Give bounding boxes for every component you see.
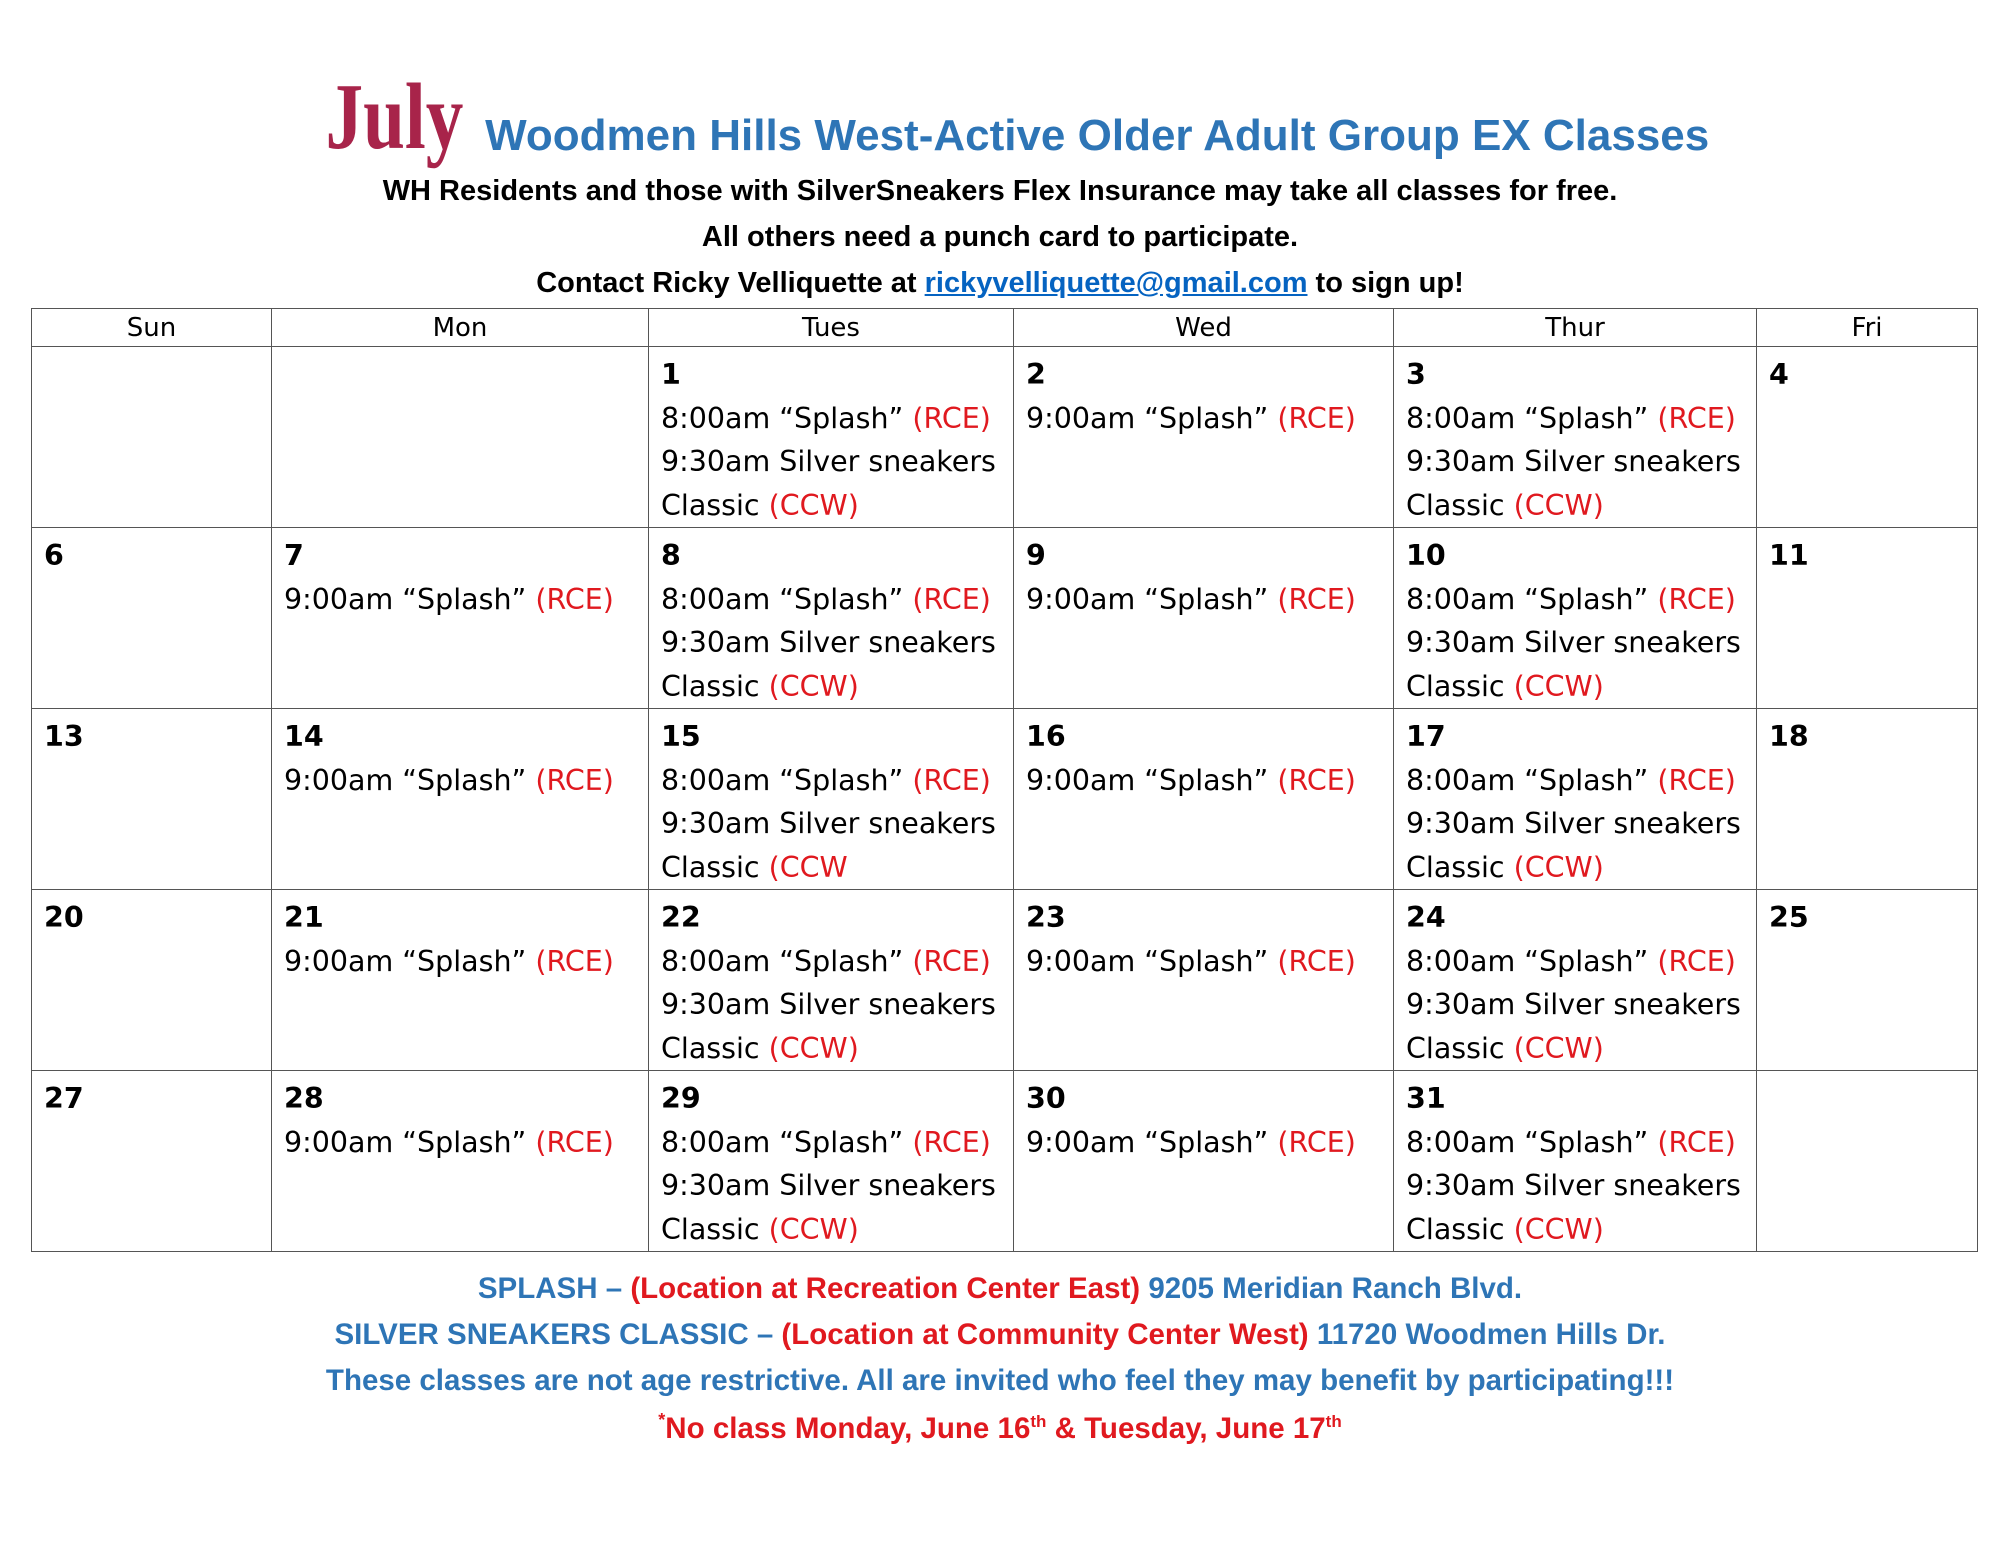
asterisk-mark: * bbox=[658, 1410, 666, 1430]
class-location-code: (RCE) bbox=[535, 763, 614, 797]
week-row bbox=[32, 1071, 1978, 1252]
class-location-code: (RCE) bbox=[912, 401, 991, 435]
silver-sneakers-address: 11720 Woodmen Hills Dr. bbox=[1308, 1318, 1666, 1351]
week-row bbox=[32, 890, 1978, 1071]
class-time-name: 9:30am Silver sneakers Classic bbox=[661, 807, 996, 884]
class-time-name: 9:30am Silver sneakers Classic bbox=[661, 988, 996, 1065]
calendar-cell bbox=[32, 709, 272, 890]
class-time-name: 8:00am “Splash” bbox=[1406, 401, 1658, 435]
class-location-code: (RCE) bbox=[912, 763, 991, 797]
day-number: 3 bbox=[1406, 358, 1426, 391]
splash-address: 9205 Meridian Ranch Blvd. bbox=[1140, 1272, 1523, 1305]
class-entry bbox=[1406, 397, 1744, 441]
day-number: 25 bbox=[1769, 901, 1809, 934]
calendar-cell bbox=[272, 709, 649, 890]
class-time-name: 9:30am Silver sneakers Classic bbox=[1406, 988, 1741, 1065]
class-time-name: 9:00am “Splash” bbox=[284, 944, 536, 978]
no-class-text-b: & Tuesday, June 17 bbox=[1046, 1412, 1326, 1445]
ordinal-suffix: th bbox=[1325, 1412, 1342, 1432]
class-time-name: 8:00am “Splash” bbox=[661, 763, 913, 797]
day-header-sun: Sun bbox=[32, 309, 272, 347]
day-number: 9 bbox=[1026, 539, 1046, 572]
day-number: 18 bbox=[1769, 720, 1809, 753]
day-header-wed: Wed bbox=[1014, 309, 1394, 347]
class-entry bbox=[661, 578, 1001, 622]
class-entry bbox=[1026, 397, 1381, 441]
calendar-cell bbox=[272, 890, 649, 1071]
class-entry bbox=[284, 940, 636, 984]
calendar-cell bbox=[272, 347, 649, 528]
calendar-cell bbox=[272, 1071, 649, 1252]
class-entry bbox=[1026, 578, 1381, 622]
calendar-cell bbox=[32, 890, 272, 1071]
class-location-code: (CCW) bbox=[1513, 669, 1604, 703]
class-entry bbox=[1406, 802, 1744, 889]
calendar-cell bbox=[32, 1071, 272, 1252]
day-number: 21 bbox=[284, 901, 324, 934]
eligibility-line: WH Residents and those with SilverSneakers Flex Insurance may take all classes for free. bbox=[382, 175, 1618, 207]
silver-sneakers-label: SILVER SNEAKERS CLASSIC – bbox=[334, 1318, 782, 1351]
contact-prefix: Contact Ricky Velliquette at bbox=[536, 267, 925, 299]
class-time-name: 8:00am “Splash” bbox=[1406, 582, 1658, 616]
day-number: 27 bbox=[44, 1082, 84, 1115]
calendar-cell bbox=[1394, 709, 1757, 890]
class-entry bbox=[661, 397, 1001, 441]
class-location-code: (RCE) bbox=[535, 1125, 614, 1159]
class-location-code: (RCE) bbox=[912, 944, 991, 978]
day-number: 16 bbox=[1026, 720, 1066, 753]
class-location-code: (RCE) bbox=[1657, 582, 1736, 616]
class-entry bbox=[661, 1164, 1001, 1251]
class-entry bbox=[1026, 1121, 1381, 1165]
class-time-name: 9:00am “Splash” bbox=[1026, 763, 1278, 797]
class-entry bbox=[284, 759, 636, 803]
class-location-code: (RCE) bbox=[1657, 1125, 1736, 1159]
class-time-name: 9:30am Silver sneakers Classic bbox=[1406, 626, 1741, 703]
class-entry bbox=[1406, 621, 1744, 708]
age-note: These classes are not age restrictive. All are invited who feel they may benefit by participating!!! bbox=[325, 1364, 1675, 1397]
class-entry bbox=[1406, 940, 1744, 984]
class-time-name: 8:00am “Splash” bbox=[1406, 1125, 1658, 1159]
no-class-note bbox=[0, 1410, 2000, 1446]
class-entry bbox=[661, 940, 1001, 984]
class-time-name: 9:00am “Splash” bbox=[284, 582, 536, 616]
class-entry bbox=[1406, 983, 1744, 1070]
class-time-name: 9:30am Silver sneakers Classic bbox=[1406, 1169, 1741, 1246]
class-entry bbox=[1406, 440, 1744, 527]
calendar-cell bbox=[1014, 709, 1394, 890]
class-entry bbox=[661, 983, 1001, 1070]
class-time-name: 8:00am “Splash” bbox=[661, 944, 913, 978]
class-location-code: (RCE) bbox=[1277, 1125, 1356, 1159]
calendar-cell bbox=[1014, 528, 1394, 709]
class-time-name: 9:30am Silver sneakers Classic bbox=[1406, 445, 1741, 522]
day-number: 23 bbox=[1026, 901, 1066, 934]
calendar-cell bbox=[1757, 528, 1978, 709]
class-time-name: 8:00am “Splash” bbox=[661, 582, 913, 616]
day-header-fri: Fri bbox=[1757, 309, 1978, 347]
day-number: 30 bbox=[1026, 1082, 1066, 1115]
calendar-cell bbox=[1014, 1071, 1394, 1252]
class-location-code: (RCE) bbox=[1277, 401, 1356, 435]
class-entry bbox=[1406, 1164, 1744, 1251]
day-number: 28 bbox=[284, 1082, 324, 1115]
class-location-code: (CCW) bbox=[768, 669, 859, 703]
class-time-name: 9:30am Silver sneakers Classic bbox=[661, 626, 996, 703]
class-time-name: 9:00am “Splash” bbox=[1026, 1125, 1278, 1159]
class-time-name: 9:00am “Splash” bbox=[1026, 401, 1278, 435]
class-location-code: (RCE) bbox=[912, 1125, 991, 1159]
calendar-cell bbox=[649, 709, 1014, 890]
header-title-line bbox=[0, 65, 2000, 169]
class-time-name: 8:00am “Splash” bbox=[1406, 763, 1658, 797]
calendar-cell bbox=[1394, 347, 1757, 528]
day-header-mon: Mon bbox=[272, 309, 649, 347]
email-link[interactable]: rickyvelliquette@gmail.com bbox=[924, 267, 1308, 299]
class-location-code: (CCW) bbox=[768, 488, 859, 522]
calendar-cell bbox=[1394, 528, 1757, 709]
class-entry bbox=[1026, 759, 1381, 803]
calendar-cell bbox=[649, 1071, 1014, 1252]
ordinal-suffix: th bbox=[1030, 1412, 1047, 1432]
class-location-code: (RCE) bbox=[1277, 763, 1356, 797]
class-time-name: 8:00am “Splash” bbox=[661, 401, 913, 435]
silver-sneakers-location: (Location at Community Center West) bbox=[781, 1318, 1309, 1351]
class-time-name: 9:00am “Splash” bbox=[284, 1125, 536, 1159]
day-number: 4 bbox=[1769, 358, 1789, 391]
class-entry bbox=[284, 1121, 636, 1165]
month-heading: July bbox=[325, 65, 464, 169]
class-location-code: (RCE) bbox=[1657, 944, 1736, 978]
class-time-name: 9:00am “Splash” bbox=[1026, 944, 1278, 978]
day-number: 31 bbox=[1406, 1082, 1446, 1115]
day-number: 10 bbox=[1406, 539, 1446, 572]
class-entry bbox=[661, 1121, 1001, 1165]
calendar-cell bbox=[1757, 709, 1978, 890]
class-location-code: (RCE) bbox=[1277, 582, 1356, 616]
calendar-cell bbox=[1394, 890, 1757, 1071]
class-location-code: (RCE) bbox=[912, 582, 991, 616]
contact-line bbox=[0, 267, 2000, 300]
calendar-cell bbox=[649, 890, 1014, 1071]
class-location-code: (RCE) bbox=[535, 944, 614, 978]
silver-sneakers-location-line bbox=[0, 1318, 2000, 1352]
no-class-text-a: No class Monday, June 16 bbox=[665, 1412, 1031, 1445]
class-location-code: (CCW) bbox=[768, 1031, 859, 1065]
day-number: 14 bbox=[284, 720, 324, 753]
day-number: 6 bbox=[44, 539, 64, 572]
class-location-code: (CCW) bbox=[1513, 488, 1604, 522]
class-entry bbox=[1026, 940, 1381, 984]
day-number: 8 bbox=[661, 539, 681, 572]
class-time-name: 8:00am “Splash” bbox=[1406, 944, 1658, 978]
contact-suffix: to sign up! bbox=[1307, 267, 1464, 299]
class-entry bbox=[284, 578, 636, 622]
splash-label: SPLASH – bbox=[477, 1272, 631, 1305]
calendar-header-row bbox=[32, 309, 1978, 347]
splash-location: (Location at Recreation Center East) bbox=[630, 1272, 1141, 1305]
calendar-cell bbox=[1014, 890, 1394, 1071]
day-number: 20 bbox=[44, 901, 84, 934]
class-location-code: (CCW) bbox=[1513, 1212, 1604, 1246]
class-time-name: 9:30am Silver sneakers Classic bbox=[1406, 807, 1741, 884]
page-title: Woodmen Hills West-Active Older Adult Group EX Classes bbox=[485, 111, 1710, 160]
class-entry bbox=[661, 802, 1001, 889]
day-number: 17 bbox=[1406, 720, 1446, 753]
day-number: 24 bbox=[1406, 901, 1446, 934]
day-number: 13 bbox=[44, 720, 84, 753]
calendar-cell bbox=[1757, 347, 1978, 528]
class-location-code: (RCE) bbox=[1277, 944, 1356, 978]
class-entry bbox=[661, 759, 1001, 803]
calendar-table bbox=[31, 308, 1978, 1252]
day-number: 2 bbox=[1026, 358, 1046, 391]
day-number: 29 bbox=[661, 1082, 701, 1115]
class-location-code: (CCW) bbox=[768, 1212, 859, 1246]
class-location-code: (CCW) bbox=[1513, 1031, 1604, 1065]
day-number: 1 bbox=[661, 358, 681, 391]
splash-location-line bbox=[0, 1272, 2000, 1306]
class-location-code: (CCW bbox=[768, 850, 848, 884]
calendar-cell bbox=[1014, 347, 1394, 528]
week-row bbox=[32, 528, 1978, 709]
class-time-name: 9:00am “Splash” bbox=[284, 763, 536, 797]
class-location-code: (RCE) bbox=[1657, 763, 1736, 797]
class-time-name: 8:00am “Splash” bbox=[661, 1125, 913, 1159]
day-number: 15 bbox=[661, 720, 701, 753]
class-entry bbox=[1406, 1121, 1744, 1165]
class-location-code: (RCE) bbox=[1657, 401, 1736, 435]
calendar-cell bbox=[1394, 1071, 1757, 1252]
class-time-name: 9:00am “Splash” bbox=[1026, 582, 1278, 616]
calendar-cell bbox=[32, 347, 272, 528]
week-row bbox=[32, 347, 1978, 528]
class-entry bbox=[1406, 578, 1744, 622]
calendar-cell bbox=[272, 528, 649, 709]
day-number: 11 bbox=[1769, 539, 1809, 572]
day-number: 7 bbox=[284, 539, 304, 572]
week-row bbox=[32, 709, 1978, 890]
day-number: 22 bbox=[661, 901, 701, 934]
class-time-name: 9:30am Silver sneakers Classic bbox=[661, 445, 996, 522]
class-location-code: (CCW) bbox=[1513, 850, 1604, 884]
class-location-code: (RCE) bbox=[535, 582, 614, 616]
calendar-cell bbox=[649, 528, 1014, 709]
day-header-tues: Tues bbox=[649, 309, 1014, 347]
day-header-thur: Thur bbox=[1394, 309, 1757, 347]
punch-card-line: All others need a punch card to participate. bbox=[701, 221, 1299, 253]
class-entry bbox=[661, 621, 1001, 708]
calendar-cell bbox=[649, 347, 1014, 528]
class-time-name: 9:30am Silver sneakers Classic bbox=[661, 1169, 996, 1246]
class-entry bbox=[1406, 759, 1744, 803]
class-entry bbox=[661, 440, 1001, 527]
calendar-cell bbox=[1757, 890, 1978, 1071]
calendar-cell bbox=[1757, 1071, 1978, 1252]
calendar-body bbox=[32, 347, 1978, 1252]
calendar-cell bbox=[32, 528, 272, 709]
